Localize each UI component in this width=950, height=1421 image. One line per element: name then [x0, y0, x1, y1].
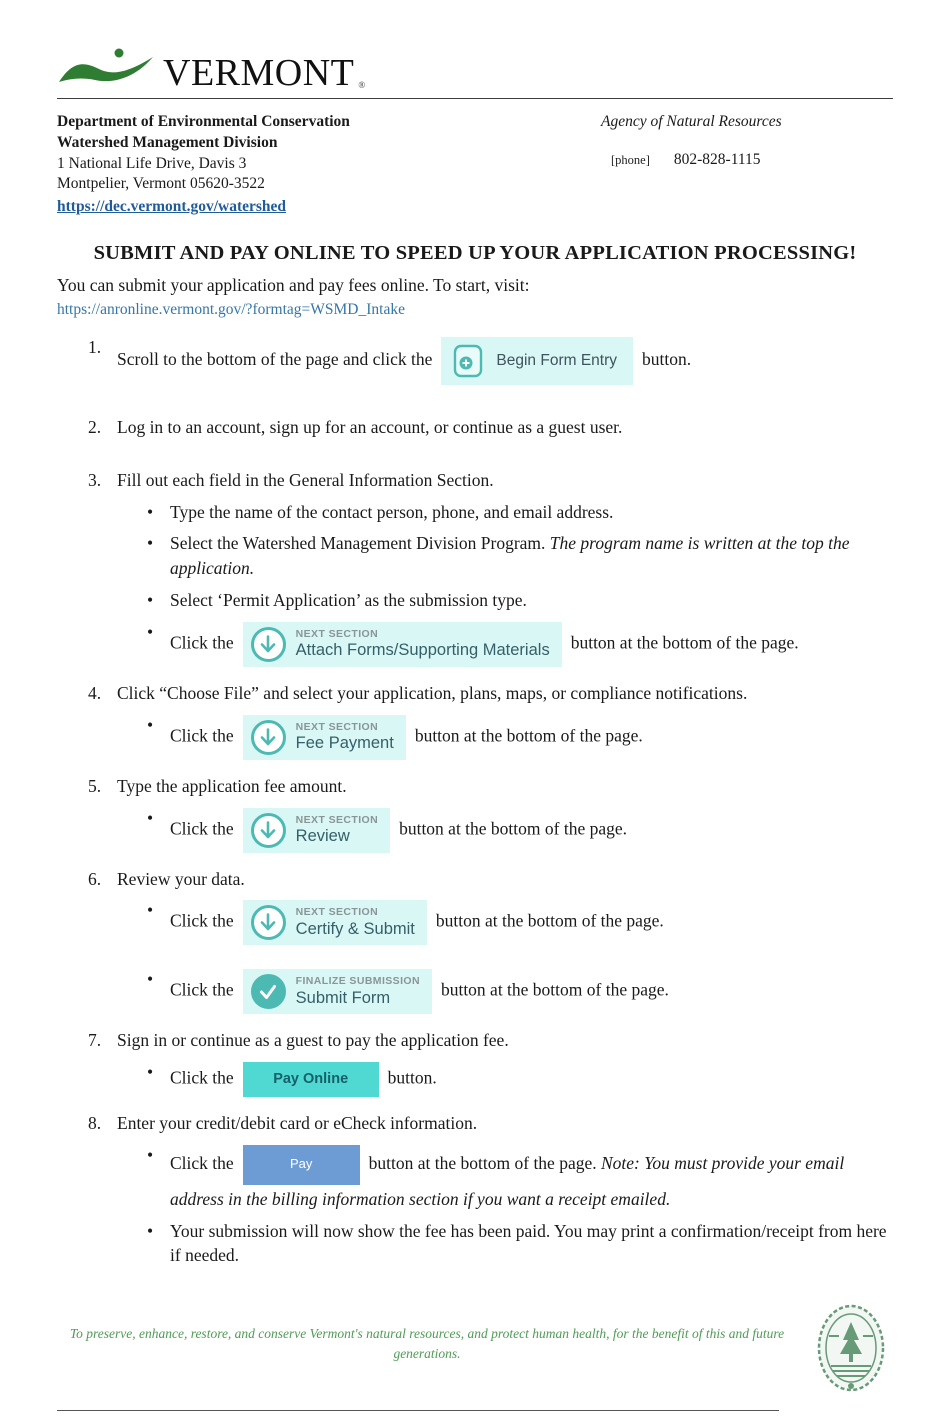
- bullet-text: button.: [387, 1067, 437, 1088]
- button-label: Attach Forms/Supporting Materials: [295, 641, 550, 660]
- step-8: [88, 1111, 893, 1268]
- bullet-item: [117, 1219, 893, 1269]
- bullet-item: [117, 620, 893, 669]
- down-arrow-icon: [251, 905, 286, 940]
- bullet-text: Your submission will now show the fee has been paid. You may print a confirmation/receipt from here if needed.: [170, 1220, 887, 1266]
- bullet-item: [117, 531, 893, 581]
- footer: [57, 1302, 893, 1394]
- next-section-attach-button[interactable]: [243, 622, 562, 667]
- bullet-text: button at the bottom of the page.: [435, 910, 664, 931]
- step-number: 1.: [88, 336, 102, 357]
- address-line-2: Montpelier, Vermont 05620-3522: [57, 175, 265, 193]
- pay-button[interactable]: [243, 1145, 360, 1185]
- step-number: 8.: [88, 1112, 102, 1133]
- bullet-text: Click the: [170, 1067, 234, 1088]
- bullet-text: button at the bottom of the page.: [570, 632, 799, 653]
- mission-statement: To preserve, enhance, restore, and conserve Vermont's natural resources, and protect human health, for the benefit of this and future generations.: [69, 1326, 785, 1362]
- division-name: Watershed Management Division: [57, 133, 278, 151]
- step-number: 6.: [88, 868, 102, 889]
- button-label: Certify & Submit: [295, 919, 415, 938]
- watershed-website-link[interactable]: https://dec.vermont.gov/watershed: [57, 198, 287, 216]
- bullet-item: [117, 588, 893, 613]
- bullet-text: Click the: [170, 818, 234, 839]
- pay-online-button[interactable]: [243, 1062, 379, 1097]
- step-4: [88, 681, 893, 762]
- step-text: Fill out each field in the General Information Section.: [117, 469, 494, 490]
- bullet-text-italic: Note: You must provide your email address in the billing information section if you want a receipt emailed.: [170, 1152, 845, 1209]
- finalize-submit-form-button[interactable]: [243, 969, 432, 1014]
- registered-trademark-symbol: ®: [358, 80, 366, 90]
- bullet-item: [117, 500, 893, 525]
- button-label: Pay: [289, 1156, 313, 1172]
- bullet-text: Click the: [170, 910, 234, 931]
- next-section-fee-payment-button[interactable]: [243, 715, 406, 760]
- begin-form-entry-button[interactable]: [441, 337, 633, 385]
- button-tag: NEXT SECTION: [295, 627, 379, 640]
- phone-number: 802-828-1115: [673, 150, 761, 168]
- down-arrow-icon: [251, 627, 286, 662]
- step-number: 7.: [88, 1030, 102, 1051]
- button-label: Begin Form Entry: [496, 351, 618, 369]
- button-tag: FINALIZE SUBMISSION: [295, 975, 420, 988]
- bullet-text: Click the: [170, 632, 234, 653]
- step-3: [88, 468, 893, 669]
- down-arrow-icon: [251, 813, 286, 848]
- step-6: [88, 867, 893, 1017]
- vermont-logo: [57, 40, 893, 94]
- step-2: [88, 415, 893, 440]
- step-7: [88, 1028, 893, 1098]
- bullet-item: [117, 1143, 893, 1212]
- bullet-text: Click the: [170, 979, 234, 1000]
- instructions-list: [57, 335, 893, 1268]
- anr-online-link[interactable]: https://anronline.vermont.gov/?formtag=WSMD_Intake: [57, 300, 405, 318]
- check-icon: [251, 974, 286, 1009]
- green-mountain-logo-icon: [57, 46, 155, 90]
- header-divider: [57, 98, 893, 99]
- intro-text: You can submit your application and pay fees online. To start, visit:: [57, 274, 530, 295]
- phone-label: [phone]: [611, 152, 650, 167]
- button-label: Review: [295, 826, 350, 845]
- bullet-item: [117, 1060, 893, 1099]
- button-label: Fee Payment: [295, 733, 394, 752]
- bullet-text: button at the bottom of the page.: [368, 1152, 601, 1173]
- bullet-item: [117, 806, 893, 855]
- page-title: SUBMIT AND PAY ONLINE TO SPEED UP YOUR APPLICATION PROCESSING!: [93, 241, 857, 264]
- down-arrow-icon: [251, 720, 286, 755]
- step-text: Scroll to the bottom of the page and click the: [117, 348, 433, 369]
- next-section-review-button[interactable]: [243, 808, 390, 853]
- step-text: Click “Choose File” and select your application, plans, maps, or compliance notifications.: [117, 682, 748, 703]
- bullet-text: button at the bottom of the page.: [414, 725, 643, 746]
- letterhead: [57, 112, 893, 218]
- bullet-text: Type the name of the contact person, phone, and email address.: [170, 501, 614, 522]
- step-text: Type the application fee amount.: [117, 775, 347, 796]
- bullet-text: Select the Watershed Management Division Program.: [170, 533, 550, 554]
- step-text: Sign in or continue as a guest to pay the application fee.: [117, 1030, 509, 1051]
- next-section-certify-submit-button[interactable]: [243, 900, 427, 945]
- button-tag: NEXT SECTION: [295, 720, 379, 733]
- vermont-state-seal-icon: [815, 1302, 887, 1394]
- button-label: Submit Form: [295, 988, 391, 1007]
- button-label: Pay Online: [273, 1071, 349, 1088]
- bullet-item: [117, 967, 893, 1016]
- step-number: 4.: [88, 682, 102, 703]
- bullet-text: button at the bottom of the page.: [399, 818, 628, 839]
- step-text: Review your data.: [117, 868, 245, 889]
- bullet-item: [117, 713, 893, 762]
- department-name: Department of Environmental Conservation: [57, 113, 350, 130]
- bullet-text: Click the: [170, 1152, 234, 1173]
- bullet-item: [117, 898, 893, 947]
- step-5: [88, 774, 893, 855]
- button-tag: NEXT SECTION: [295, 813, 379, 826]
- bullet-text: button at the bottom of the page.: [440, 979, 669, 1000]
- logo-wordmark: VERMONT: [163, 51, 355, 94]
- step-text: Log in to an account, sign up for an account, or continue as a guest user.: [117, 416, 623, 437]
- bullet-text: Click the: [170, 725, 234, 746]
- bullet-text-italic: The program name is written at the top the application.: [170, 533, 850, 579]
- step-text: button.: [642, 348, 692, 369]
- step-1: [88, 335, 893, 387]
- address-line-1: 1 National Life Drive, Davis 3: [57, 154, 247, 172]
- button-tag: NEXT SECTION: [295, 906, 379, 919]
- bullet-text: Select ‘Permit Application’ as the submission type.: [170, 590, 527, 611]
- step-number: 5.: [88, 775, 102, 796]
- agency-name: Agency of Natural Resources: [601, 113, 782, 130]
- form-plus-icon: [453, 344, 483, 378]
- footer-divider: [57, 1410, 779, 1411]
- step-number: 2.: [88, 416, 102, 437]
- step-text: Enter your credit/debit card or eCheck information.: [117, 1112, 478, 1133]
- step-number: 3.: [88, 469, 102, 490]
